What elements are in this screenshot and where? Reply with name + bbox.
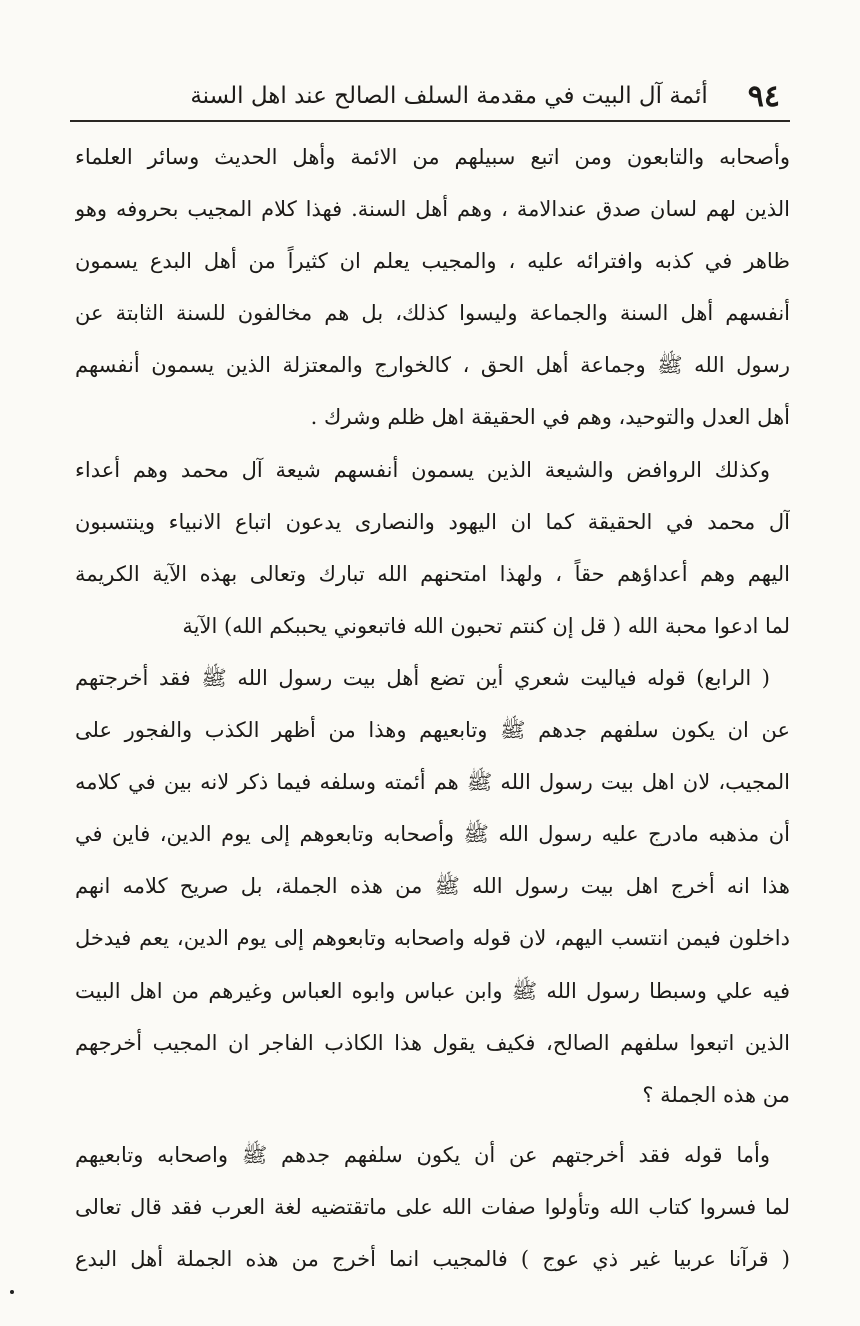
text-line: ( الرابع) قوله فياليت شعري أين تضع أهل بيت رسول الله ﷺ فقد أخرجتهم: [75, 665, 770, 690]
text-line: لما ادعوا محبة الله ( قل إن كنتم تحبون الله فاتبعوني يحببكم الله) الآية: [182, 613, 790, 638]
text-line: اليهم وهم أعداؤهم حقاً ، ولهذا امتحنهم الله تبارك وتعالى بهذه الآية الكريمة: [75, 561, 790, 586]
running-title: أئمة آل البيت في مقدمة السلف الصالح عند اهل السنة: [190, 83, 708, 109]
text-line: عن ان يكون سلفهم جدهم ﷺ وتابعيهم وهذا من أظهر الكذب والفجور على: [75, 718, 790, 743]
text-line: آل محمد في الحقيقة كما ان اليهود والنصارى يدعون اتباع الانبياء وينتسبون: [75, 509, 790, 534]
text-line: رسول الله ﷺ وجماعة أهل الحق ، كالخوارج والمعتزلة الذين يسمون أنفسهم: [75, 353, 790, 378]
text-line: ( قرآنا عربيا غير ذي عوج ) فالمجيب انما أخرج من هذه الجملة أهل البدع: [75, 1246, 790, 1271]
text-line: لما فسروا كتاب الله وتأولوا صفات الله على ماتقتضيه لغة العرب فقد قال تعالى: [75, 1194, 790, 1219]
text-line: هذا انه أخرج اهل بيت رسول الله ﷺ من هذه الجملة، بل صريح كلامه انهم: [75, 874, 790, 899]
text-line: الذين لهم لسان صدق عندالامة ، وهم أهل السنة. فهذا كلام المجيب بحروفه وهو: [75, 197, 790, 222]
text-line: الذين اتبعوا سلفهم الصالح، فكيف يقول هذا الكاذب الفاجر ان المجيب أخرجهم: [75, 1030, 790, 1055]
text-line: من هذه الجملة ؟: [642, 1082, 790, 1107]
text-line: المجيب، لان اهل بيت رسول الله ﷺ هم أئمته وسلفه فيما ذكر لانه بين في كلامه: [75, 770, 790, 795]
text-line: وأما قوله فقد أخرجتهم عن أن يكون سلفهم جدهم ﷺ واصحابه وتابعيهم: [75, 1142, 770, 1167]
text-line: وأصحابه والتابعون ومن اتبع سبيلهم من الائمة وأهل الحديث وسائر العلماء: [75, 145, 790, 169]
page-header: [150, 74, 780, 118]
text-line: وكذلك الروافض والشيعة الذين يسمون أنفسهم شيعة آل محمد وهم أعداء: [75, 457, 770, 482]
page-number: ٩٤: [747, 78, 780, 114]
text-line: داخلون فيمن انتسب اليهم، لان قوله واصحابه وتابعوهم إلى يوم الدين، يعم فيدخل: [75, 926, 790, 951]
body-text: [75, 131, 790, 1285]
text-line: ظاهر في كذبه وافترائه عليه ، والمجيب يعلم ان كثيراً من أهل البدع يسمون: [75, 249, 790, 274]
header-rule: [70, 120, 790, 122]
text-line: أن مذهبه مادرج عليه رسول الله ﷺ وأصحابه وتابعوهم إلى يوم الدين، فاين في: [75, 822, 790, 847]
text-line: أهل العدل والتوحيد، وهم في الحقيقة اهل ظلم وشرك .: [310, 405, 790, 430]
text-line: أنفسهم أهل السنة والجماعة وليسوا كذلك، بل هم مخالفون للسنة الثابتة عن: [75, 301, 790, 326]
margin-speck: [10, 1290, 14, 1294]
text-line: فيه علي وسبطا رسول الله ﷺ وابن عباس وابوه العباس وغيرهم من اهل البيت: [75, 978, 790, 1003]
